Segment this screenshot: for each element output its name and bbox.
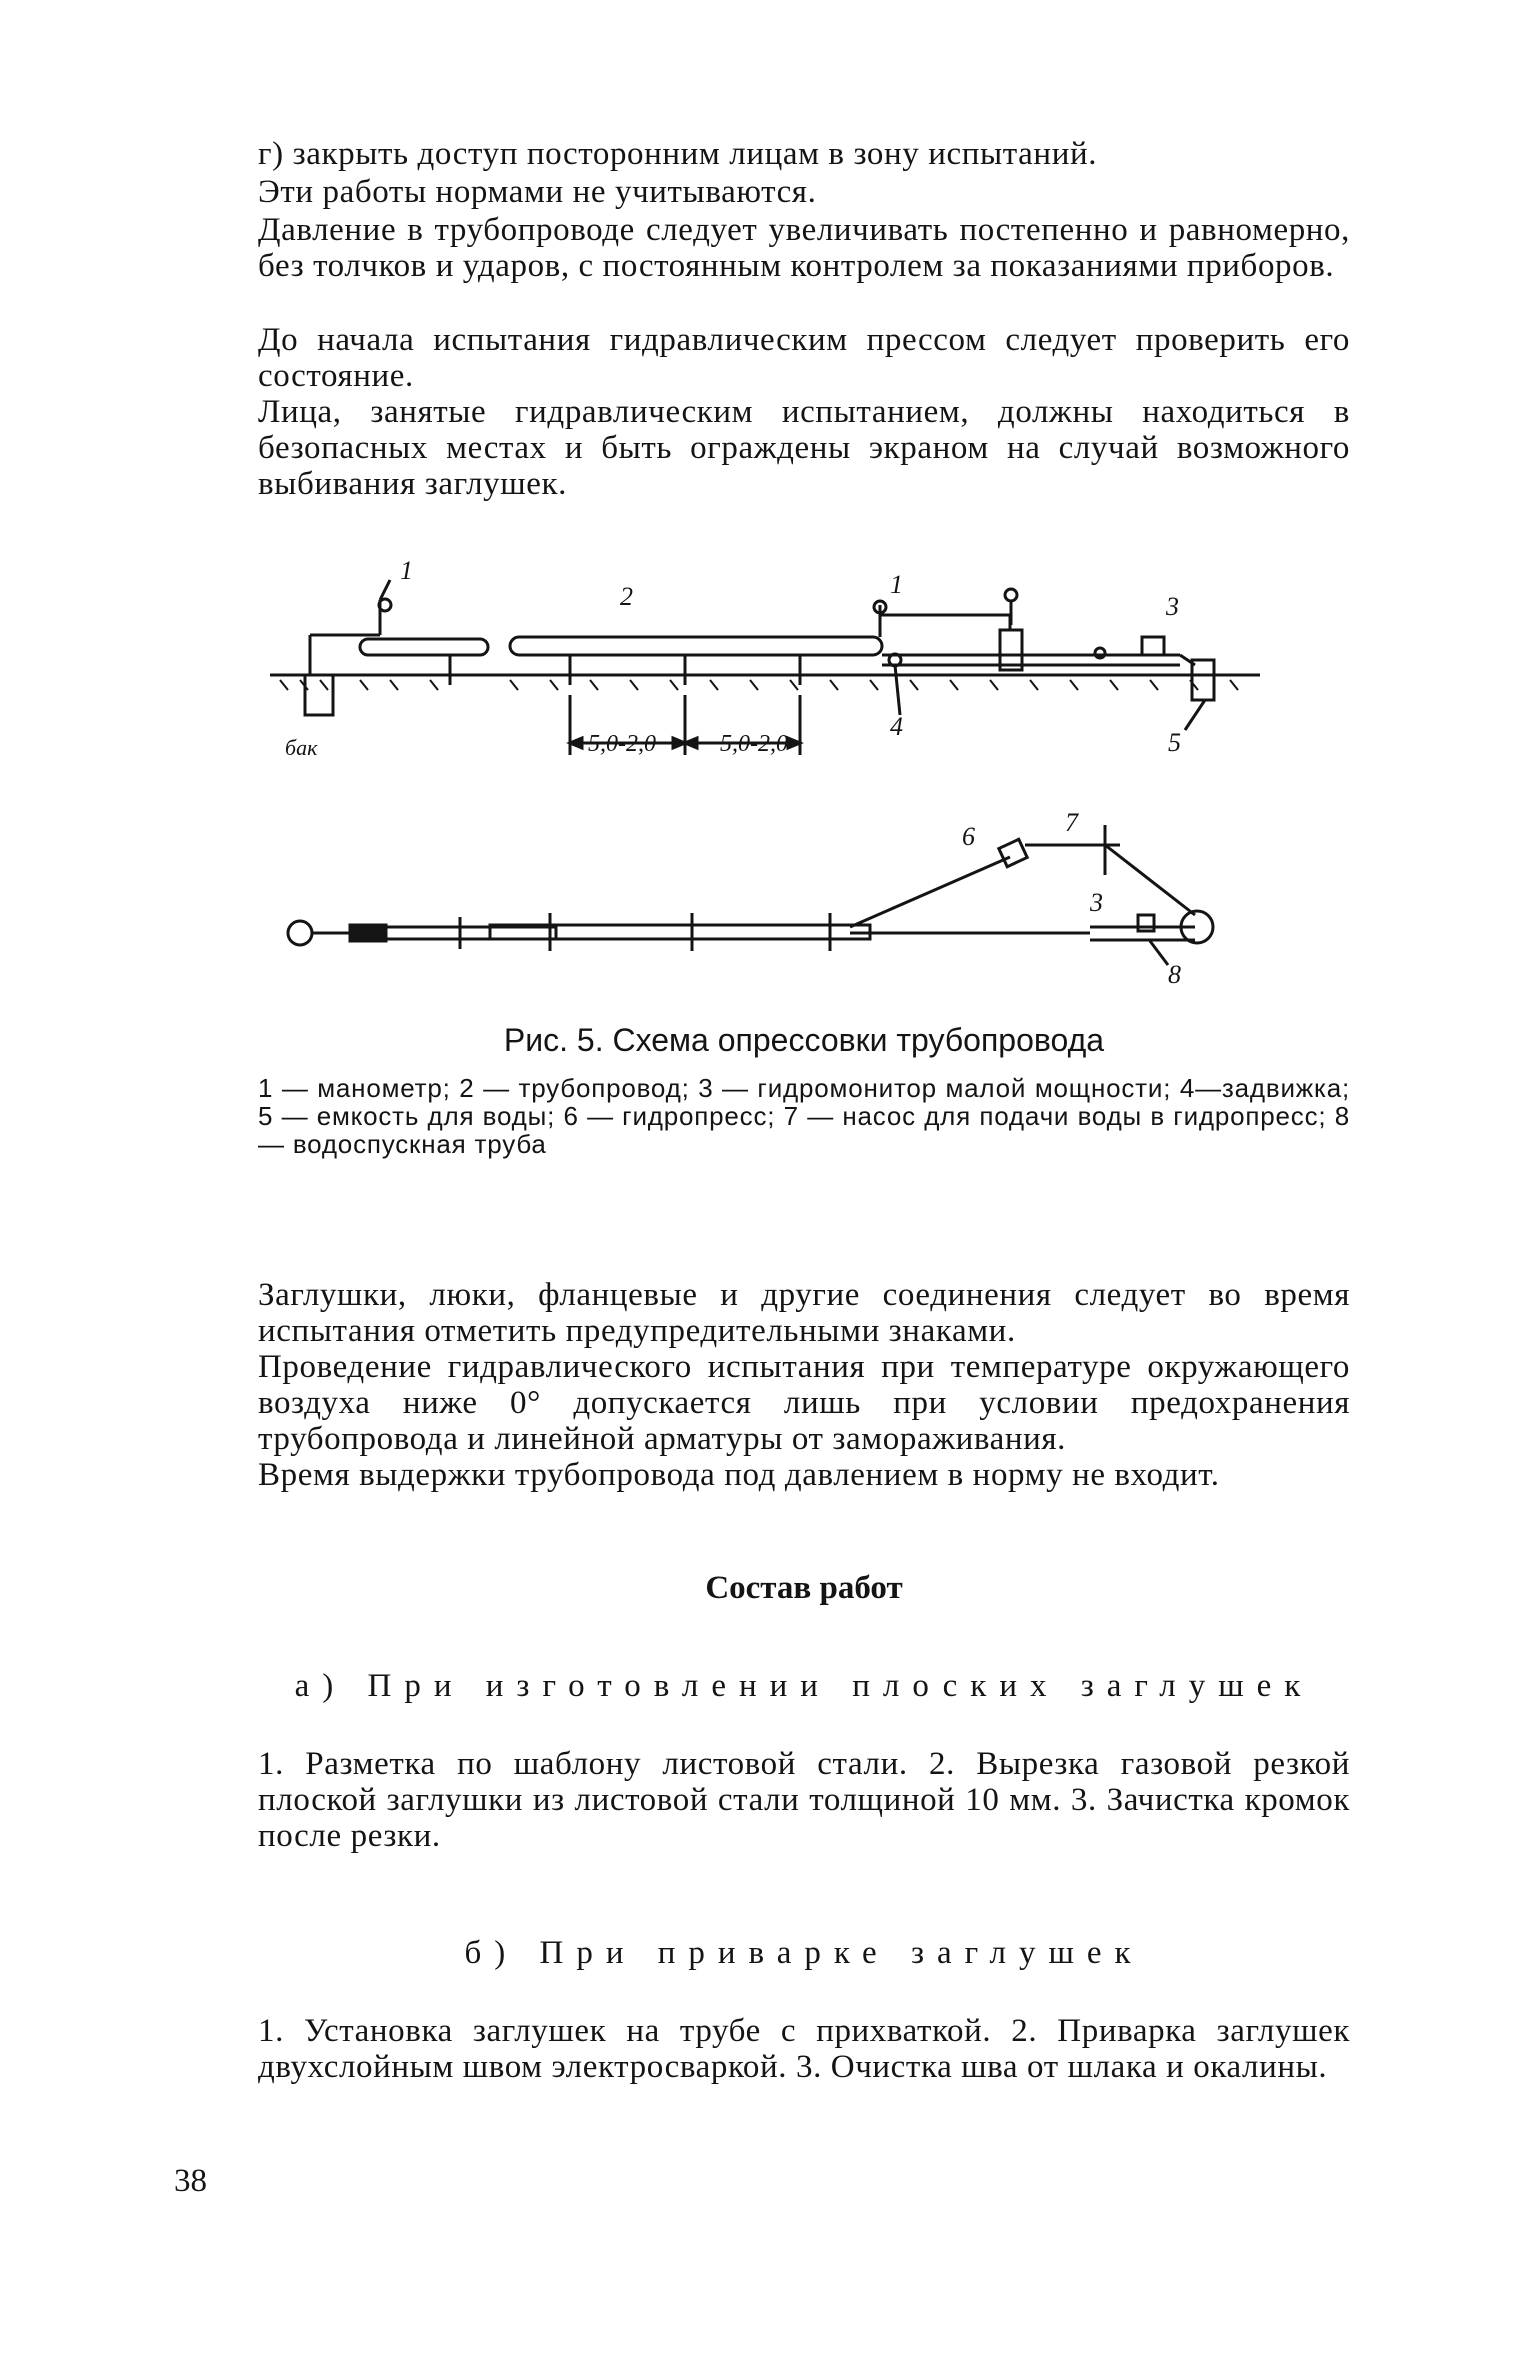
paragraph-press-check: До начала испытания гидравлическим прессом следует проверить его состояние. [258, 322, 1350, 394]
paragraph-not-counted: Эти работы нормами не учитываются. [258, 174, 817, 210]
paragraph-hold-time: Время выдержки трубопровода под давлением в норму не входит. [258, 1457, 1220, 1493]
subsection-b-title: б) При приварке заглушек [464, 1935, 1144, 1971]
water-tank [305, 675, 333, 715]
text-b: 1. Установка заглушек на трубе с прихваткой. 2. Приварка заглушек двухслойным швом электросваркой. 3. Очистка шва от шлака и окалины. [258, 2013, 1350, 2085]
label-2: 2 [620, 582, 633, 611]
pressure-test-diagram [250, 555, 1290, 995]
label-3-plan: 3 [1090, 888, 1103, 917]
label-1-left: 1 [400, 556, 413, 585]
label-4: 4 [890, 712, 903, 741]
label-5: 5 [1168, 728, 1181, 757]
figure-legend: 1 — манометр; 2 — трубопровод; 3 — гидромонитор малой мощности; 4—задвижка; 5 — емкость для воды; 6 — гидропресс; 7 — насос для подачи воды в гидропресс; 8 — водоспускная труба [258, 1073, 1350, 1159]
figure-caption: Рис. 5. Схема опрессовки трубопровода [503, 1022, 1105, 1058]
water-capacity [1192, 660, 1214, 700]
label-8: 8 [1168, 960, 1181, 989]
label-1-right: 1 [890, 570, 903, 599]
plan-hydromonitor [1138, 915, 1154, 931]
label-3: 3 [1166, 592, 1179, 621]
paragraph-safety: Лица, занятые гидравлическим испытанием, должны находиться в безопасных местах и быть ограждены экраном на случай возможного выбивания заглушек. [258, 394, 1350, 502]
ground-hatching [280, 680, 1238, 690]
label-tank: бак [285, 735, 318, 760]
left-pipe-section [360, 639, 488, 655]
plan-press-line [850, 857, 1010, 927]
paragraph-pressure: Давление в трубопроводе следует увеличивать постепенно и равномерно, без толчков и ударов, с постоянным контролем за показаниями приборов. [258, 212, 1350, 284]
main-pipeline [510, 637, 882, 655]
subsection-a-title: а) При изготовлении плоских заглушек [294, 1668, 1314, 1704]
text-a: 1. Разметка по шаблону листовой стали. 2. Вырезка газовой резкой плоской заглушки из листовой стали толщиной 10 мм. 3. Зачистка кромок после резки. [258, 1746, 1350, 1854]
paragraph-marking: Заглушки, люки, фланцевые и другие соединения следует во время испытания отметить предупредительными знаками. [258, 1277, 1350, 1349]
label-6: 6 [962, 822, 975, 851]
hydromonitor [1142, 637, 1164, 655]
label-dim-2: 5,0-2,0 [720, 731, 788, 757]
plan-manometer-block [350, 925, 386, 941]
plan-pump-line [1025, 845, 1195, 915]
plan-left-pipe [386, 927, 556, 939]
label-dim-1: 5,0-2,0 [588, 731, 656, 757]
paragraph-item-g: г) закрыть доступ посторонним лицам в зону испытаний. [258, 136, 1098, 172]
label-7: 7 [1065, 808, 1078, 837]
page-number: 38 [174, 2163, 207, 2199]
plan-hydropress [999, 839, 1027, 866]
paragraph-temperature: Проведение гидравлического испытания при температуре окружающего воздуха ниже 0° допускается лишь при условии предохранения трубопровода и линейной арматуры от замораживания. [258, 1349, 1350, 1457]
plan-end-cap [288, 921, 312, 945]
section-title: Состав работ [705, 1570, 903, 1606]
